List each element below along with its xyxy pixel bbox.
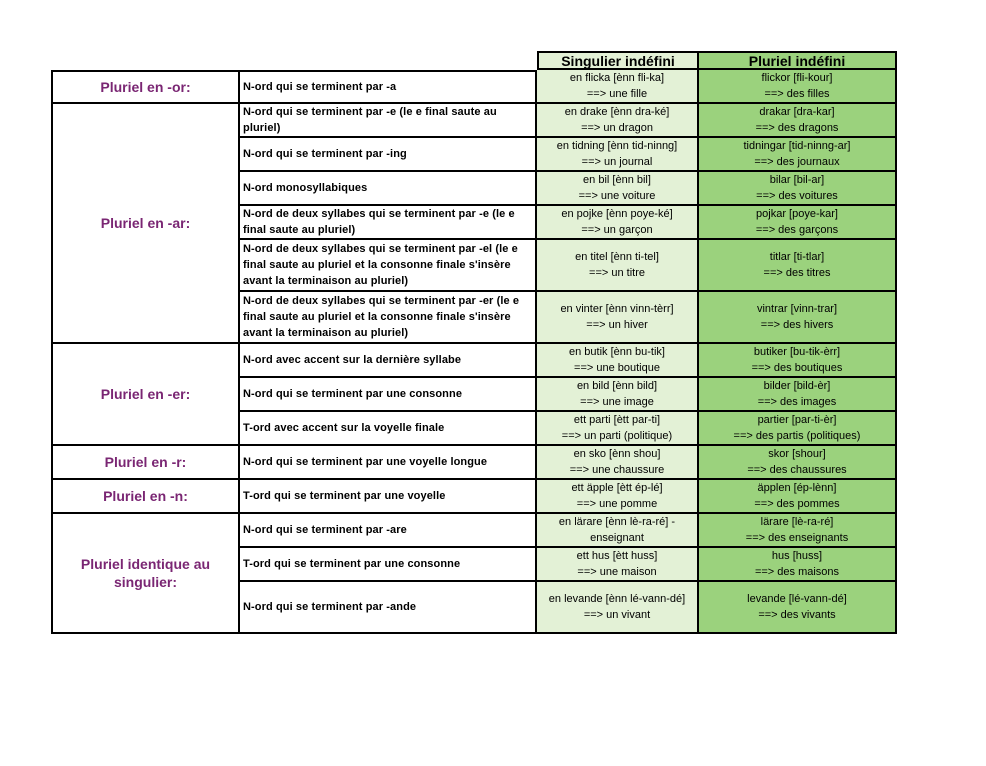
plural-example: bilder [bild-èr] ==> des images bbox=[699, 378, 897, 412]
plural-example: butiker [bu-tik-èrr] ==> des boutiques bbox=[699, 344, 897, 378]
plural-example: levande [lé-vann-dé] ==> des vivants bbox=[699, 582, 897, 634]
header-singulier: Singulier indéfini bbox=[537, 51, 699, 70]
plural-example: bilar [bil-ar] ==> des voitures bbox=[699, 172, 897, 206]
plural-example: drakar [dra-kar] ==> des dragons bbox=[699, 104, 897, 138]
singular-example: en drake [ènn dra-ké] ==> un dragon bbox=[537, 104, 699, 138]
group-label-n: Pluriel en -n: bbox=[51, 480, 240, 514]
singular-example: en butik [ènn bu-tik] ==> une boutique bbox=[537, 344, 699, 378]
singular-example: ett äpple [ètt ép-lé] ==> une pomme bbox=[537, 480, 699, 514]
plural-example: skor [shour] ==> des chaussures bbox=[699, 446, 897, 480]
group-label-identique: Pluriel identique au singulier: bbox=[51, 514, 240, 634]
singular-example: en bild [ènn bild] ==> une image bbox=[537, 378, 699, 412]
plural-example: äpplen [ép-lènn] ==> des pommes bbox=[699, 480, 897, 514]
rule-cell: N-ord qui se terminent par -ande bbox=[240, 582, 537, 634]
singular-example: ett parti [ètt par-ti] ==> un parti (politique) bbox=[537, 412, 699, 446]
rule-cell: N-ord qui se terminent par -ing bbox=[240, 138, 537, 172]
singular-example: ett hus [ètt huss] ==> une maison bbox=[537, 548, 699, 582]
rule-cell: N-ord qui se terminent par -are bbox=[240, 514, 537, 548]
singular-example: en vinter [ènn vinn-tèrr] ==> un hiver bbox=[537, 292, 699, 344]
plural-example: flickor [fli-kour] ==> des filles bbox=[699, 70, 897, 104]
plural-example: titlar [ti-tlar] ==> des titres bbox=[699, 240, 897, 292]
plural-example: partier [par-ti-èr] ==> des partis (politiques) bbox=[699, 412, 897, 446]
rule-cell: T-ord qui se terminent par une voyelle bbox=[240, 480, 537, 514]
plural-example: tidningar [tid-ninng-ar] ==> des journaux bbox=[699, 138, 897, 172]
singular-example: en flicka [ènn fli-ka] ==> une fille bbox=[537, 70, 699, 104]
rule-cell: T-ord avec accent sur la voyelle finale bbox=[240, 412, 537, 446]
group-label-ar: Pluriel en -ar: bbox=[51, 104, 240, 344]
rule-cell: N-ord de deux syllabes qui se terminent par -el (le e final saute au pluriel et la consonne finale s'insère avant la terminaison au pluriel) bbox=[240, 240, 537, 292]
header-pluriel: Pluriel indéfini bbox=[699, 51, 897, 70]
table-corner bbox=[51, 51, 537, 70]
group-label-r: Pluriel en -r: bbox=[51, 446, 240, 480]
singular-example: en titel [ènn ti-tel] ==> un titre bbox=[537, 240, 699, 292]
rule-cell: N-ord monosyllabiques bbox=[240, 172, 537, 206]
singular-example: en bil [ènn bil] ==> une voiture bbox=[537, 172, 699, 206]
plural-example: lärare [lè-ra-ré] ==> des enseignants bbox=[699, 514, 897, 548]
singular-example: en sko [ènn shou] ==> une chaussure bbox=[537, 446, 699, 480]
rule-cell: N-ord qui se terminent par une consonne bbox=[240, 378, 537, 412]
singular-example: en levande [ènn lé-vann-dé] ==> un vivant bbox=[537, 582, 699, 634]
singular-example: en tidning [ènn tid-ninng] ==> un journal bbox=[537, 138, 699, 172]
plural-example: hus [huss] ==> des maisons bbox=[699, 548, 897, 582]
plural-example: pojkar [poye-kar] ==> des garçons bbox=[699, 206, 897, 240]
group-label-or: Pluriel en -or: bbox=[51, 70, 240, 104]
rule-cell: N-ord de deux syllabes qui se terminent par -e (le e final saute au pluriel) bbox=[240, 206, 537, 240]
rule-cell: N-ord qui se terminent par -a bbox=[240, 70, 537, 104]
singular-example: en lärare [ènn lè-ra-ré] - enseignant bbox=[537, 514, 699, 548]
singular-example: en pojke [ènn poye-ké] ==> un garçon bbox=[537, 206, 699, 240]
rule-cell: T-ord qui se terminent par une consonne bbox=[240, 548, 537, 582]
rule-cell: N-ord de deux syllabes qui se terminent par -er (le e final saute au pluriel et la consonne finale s'insère avant la terminaison au pluriel) bbox=[240, 292, 537, 344]
plural-example: vintrar [vinn-trar] ==> des hivers bbox=[699, 292, 897, 344]
rule-cell: N-ord qui se terminent par une voyelle longue bbox=[240, 446, 537, 480]
rule-cell: N-ord qui se terminent par -e (le e final saute au pluriel) bbox=[240, 104, 537, 138]
group-label-er: Pluriel en -er: bbox=[51, 344, 240, 446]
plural-table bbox=[51, 51, 897, 634]
rule-cell: N-ord avec accent sur la dernière syllabe bbox=[240, 344, 537, 378]
